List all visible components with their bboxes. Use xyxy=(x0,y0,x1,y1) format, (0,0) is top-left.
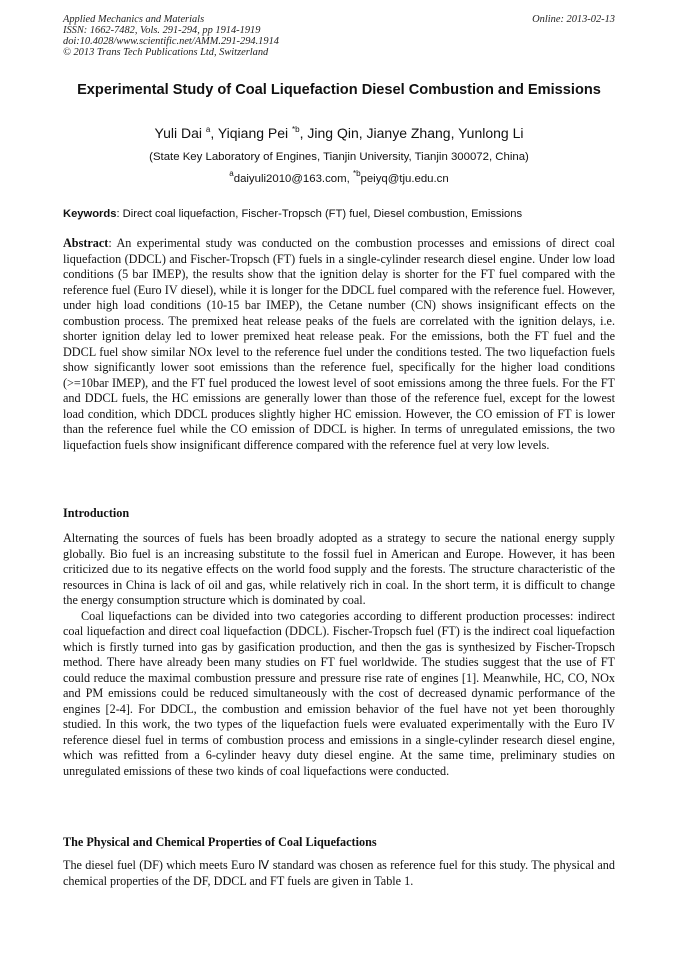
author-names-rest: , Jing Qin, Jianye Zhang, Yunlong Li xyxy=(299,125,524,141)
email-address: peiyq@tju.edu.cn xyxy=(360,173,449,185)
keywords-label: Keywords xyxy=(63,208,117,220)
journal-copyright: © 2013 Trans Tech Publications Ltd, Switzerland xyxy=(63,47,269,58)
abstract-paragraph xyxy=(63,236,615,453)
email-marker: *b xyxy=(352,169,361,178)
body-paragraph: Coal liquefactions can be divided into two categories according to different production processes: indirect coal liquefaction and direct coal liquefaction (DDCL). Fischer-Tropsch fuel (FT) is the indirect coal liquefaction which is firstly turned into gas by gasification production, and then the gas is synthesized by Fischer-Tropsch method. There have already been many studies on FT fuel worldwide. The studies suggest that the use of FT could reduce the maximal combustion pressure and pressure rise rate of engines [1]. Meanwhile, HC, CO, NOx and PM emissions could be reduced simultaneously with the cost of decreased dynamic performance of the engines [2-4]. For DDCL, the combustion and emission behavior of the fuel have not yet been thoroughly studied. In this work, the two types of the liquefaction fuels were evaluated experimentally with the Euro IV reference diesel fuel in terms of combustion process and emissions in a single-cylinder research diesel engine, which was refitted from a 6-cylinder heavy duty diesel engine. At the same time, preliminary studies on unregulated emissions of these two kinds of coal liquefactions were conducted. xyxy=(63,608,615,778)
author-emails xyxy=(63,169,615,186)
author-name: Yuli Dai xyxy=(154,125,202,141)
journal-doi: doi:10.4028/www.scientific.net/AMM.291-294.1914 xyxy=(63,36,279,47)
body-paragraph: Alternating the sources of fuels has been broadly adopted as a strategy to secure the national energy supply globally. Bio fuel is an increasing substitute to the fossil fuel in American and Europe. However, it has been criticized due to its negative effects on the world food supply and the forests. The structure characteristic of the resources in China is lack of oil and gas, while relatively rich in coal. In the short term, it is difficult to change the energy consumption structure which is dominated by coal. xyxy=(63,531,615,607)
author-marker: a xyxy=(205,125,211,134)
journal-name: Applied Mechanics and Materials xyxy=(63,14,205,25)
journal-issn: ISSN: 1662-7482, Vols. 291-294, pp 1914-1919 xyxy=(63,25,261,36)
journal-header xyxy=(63,14,615,58)
body-paragraph: The diesel fuel (DF) which meets Euro Ⅳ standard was chosen as reference fuel for this study. The physical and chemical properties of the DF, DDCL and FT fuels are given in Table 1. xyxy=(63,858,615,888)
author-name: Yiqiang Pei xyxy=(217,125,289,141)
author-list: Yuli Dai $^a$, Yiqiang Pei $^{*b}$, Jing Qin, Jianye Zhang, Yunlong Li xyxy=(154,125,524,141)
affiliation: (State Key Laboratory of Engines, Tianjin University, Tianjin 300072, China) xyxy=(149,151,529,163)
section-heading-introduction: Introduction xyxy=(63,506,130,520)
paper-title: Experimental Study of Coal Liquefaction Diesel Combustion and Emissions xyxy=(77,82,601,98)
online-date: Online: 2013-02-13 xyxy=(532,14,615,25)
keywords-text: : Direct coal liquefaction, Fischer-Tropsch (FT) fuel, Diesel combustion, Emissions xyxy=(116,208,523,220)
keywords-line xyxy=(63,207,615,221)
email-marker: a xyxy=(229,169,234,178)
email-address: daiyuli2010@163.com, xyxy=(233,173,353,185)
properties-section xyxy=(63,858,615,889)
author-marker: *b xyxy=(292,125,300,134)
introduction-section xyxy=(63,531,615,779)
section-heading-properties: The Physical and Chemical Properties of Coal Liquefactions xyxy=(63,835,377,849)
abstract-section xyxy=(63,236,615,453)
abstract-text: : An experimental study was conducted on the combustion processes and emissions of direct coal liquefaction (DDCL) and Fischer-Tropsch (FT) fuels in a single-cylinder research diesel engine. Under low load conditions (5 bar IMEP), the results show that the ignition delay is shorter for the FT fuel compared with the reference fuel (Euro IV diesel), while it is longer for the DDCL fuel compared with the reference fuel. However, under high load conditions (10-15 bar IMEP), the Cetane number (CN) shows insignificant effects on the combustion process. The premixed heat release peaks of the fuels are correlated with the ignition delays, i.e. shorter ignition delay led to lower premixed heat release peak. For the emissions, both the FT fuel and the DDCL fuel show similar NOx level to the reference fuel under the conditions tested. The two liquefaction fuels show significantly lower soot emissions than the reference fuel, specifically for the higher load conditions (>=10bar IMEP), and the FT fuel produced the lowest level of soot emissions among the three fuels. For the FT and DDCL fuels, the HC emissions are generally lower than those of the reference fuel, except for the lowest load condition, which DDCL produces slightly higher HC emission. However, the CO emission of FT is lower than the reference fuel while the CO emission of DDCL is higher. In terms of unregulated emissions, the two liquefaction fuels show insignificant difference compared with the reference fuel at very low levels. xyxy=(63,236,615,452)
abstract-label: Abstract xyxy=(63,236,109,250)
